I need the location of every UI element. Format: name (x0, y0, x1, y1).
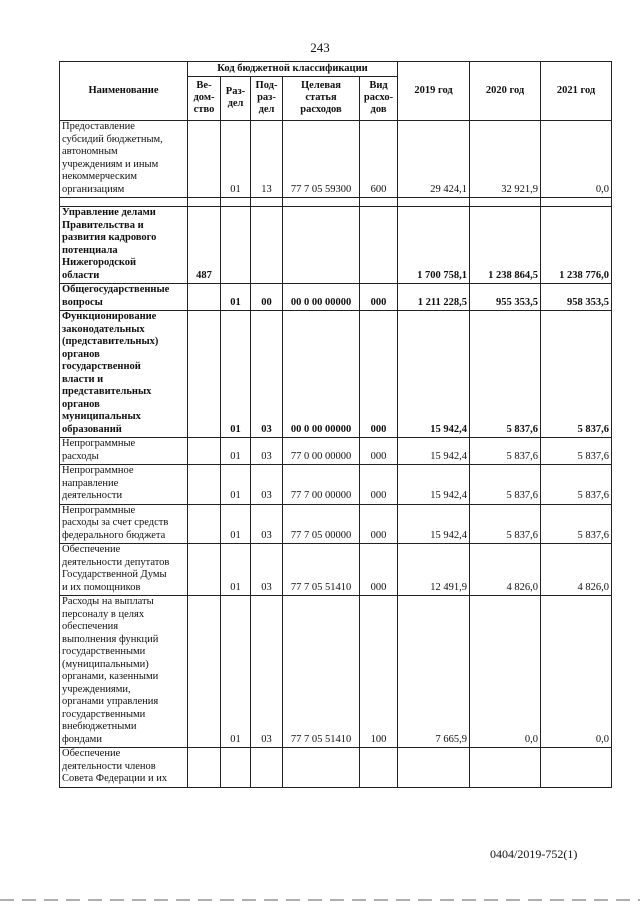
section-code: 01 (221, 544, 251, 596)
department-code (188, 121, 221, 198)
header-razdel: Раз- дел (221, 77, 251, 121)
spacer-cell (188, 198, 221, 207)
target-article-code: 77 0 00 00000 (283, 438, 360, 465)
table-row (60, 438, 612, 465)
department-code (188, 311, 221, 438)
amount-2020: 0,0 (470, 596, 541, 748)
subsection-code: 03 (251, 465, 283, 505)
target-article-code: 77 7 05 51410 (283, 544, 360, 596)
row-name: Обеспечение деятельности депутатов Государственной Думы и их помощников (60, 544, 188, 596)
budget-table (59, 61, 612, 788)
table-row (60, 544, 612, 596)
amount-2021: 4 826,0 (541, 544, 612, 596)
section-code: 01 (221, 504, 251, 544)
spacer-cell (221, 198, 251, 207)
department-code (188, 748, 221, 788)
amount-2021: 5 837,6 (541, 438, 612, 465)
subsection-code: 03 (251, 438, 283, 465)
subsection-code (251, 748, 283, 788)
amount-2019: 15 942,4 (398, 465, 470, 505)
amount-2020: 955 353,5 (470, 284, 541, 311)
amount-2021: 5 837,6 (541, 504, 612, 544)
section-code (221, 207, 251, 284)
row-name: Непрограммные расходы (60, 438, 188, 465)
amount-2021: 5 837,6 (541, 465, 612, 505)
expense-type-code: 100 (360, 596, 398, 748)
amount-2021: 0,0 (541, 121, 612, 198)
section-code: 01 (221, 465, 251, 505)
row-name: Общегосударственные вопросы (60, 284, 188, 311)
amount-2021: 958 353,5 (541, 284, 612, 311)
table-body (60, 121, 612, 788)
department-code (188, 465, 221, 505)
header-podrazdel: Под- раз- дел (251, 77, 283, 121)
table-row (60, 748, 612, 788)
target-article-code: 77 7 05 59300 (283, 121, 360, 198)
section-code (221, 748, 251, 788)
department-code (188, 284, 221, 311)
header-code-group: Код бюджетной классификации (188, 62, 398, 77)
target-article-code: 77 7 05 51410 (283, 596, 360, 748)
row-name: Непрограммное направление деятельности (60, 465, 188, 505)
target-article-code (283, 207, 360, 284)
amount-2020: 5 837,6 (470, 465, 541, 505)
department-code (188, 438, 221, 465)
spacer-cell (251, 198, 283, 207)
expense-type-code (360, 748, 398, 788)
section-code: 01 (221, 121, 251, 198)
amount-2019: 7 665,9 (398, 596, 470, 748)
document-code: 0404/2019-752(1) (490, 847, 578, 861)
expense-type-code: 000 (360, 465, 398, 505)
row-name: Непрограммные расходы за счет средств федерального бюджета (60, 504, 188, 544)
amount-2020: 4 826,0 (470, 544, 541, 596)
scan-edge-line (0, 899, 640, 901)
expense-type-code: 000 (360, 284, 398, 311)
spacer-cell (541, 198, 612, 207)
table-row (60, 465, 612, 505)
amount-2021: 0,0 (541, 596, 612, 748)
expense-type-code: 000 (360, 544, 398, 596)
spacer-row (60, 198, 612, 207)
amount-2019: 15 942,4 (398, 311, 470, 438)
amount-2020: 5 837,6 (470, 438, 541, 465)
table-row (60, 596, 612, 748)
section-code: 01 (221, 438, 251, 465)
table-header (60, 62, 612, 121)
expense-type-code: 000 (360, 311, 398, 438)
header-2020: 2020 год (470, 62, 541, 121)
section-code: 01 (221, 284, 251, 311)
row-name: Предоставление субсидий бюджетным, автономным учреждениям и иным некоммерческим организациям (60, 121, 188, 198)
amount-2019: 29 424,1 (398, 121, 470, 198)
target-article-code: 77 7 05 00000 (283, 504, 360, 544)
department-code (188, 544, 221, 596)
subsection-code: 13 (251, 121, 283, 198)
table-row (60, 207, 612, 284)
expense-type-code (360, 207, 398, 284)
target-article-code (283, 748, 360, 788)
amount-2019 (398, 748, 470, 788)
amount-2019: 1 700 758,1 (398, 207, 470, 284)
header-target-article: Целевая статья расходов (283, 77, 360, 121)
amount-2019: 12 491,9 (398, 544, 470, 596)
amount-2021: 1 238 776,0 (541, 207, 612, 284)
row-name: Расходы на выплаты персоналу в целях обеспечения выполнения функций государственными (муниципальными) органами, казенными учреждениями, органами управления государственными внебюджетными фондами (60, 596, 188, 748)
amount-2019: 15 942,4 (398, 504, 470, 544)
page-number: 243 (310, 40, 330, 55)
header-name: Наименование (60, 62, 188, 121)
table-row (60, 311, 612, 438)
header-2021: 2021 год (541, 62, 612, 121)
department-code (188, 504, 221, 544)
amount-2021 (541, 748, 612, 788)
department-code: 487 (188, 207, 221, 284)
amount-2020: 1 238 864,5 (470, 207, 541, 284)
spacer-cell (283, 198, 360, 207)
header-expense-type: Вид расхо- дов (360, 77, 398, 121)
subsection-code: 03 (251, 311, 283, 438)
amount-2020: 5 837,6 (470, 311, 541, 438)
amount-2020 (470, 748, 541, 788)
header-vedomstvo: Ве- дом- ство (188, 77, 221, 121)
amount-2020: 32 921,9 (470, 121, 541, 198)
spacer-cell (398, 198, 470, 207)
subsection-code: 03 (251, 504, 283, 544)
amount-2019: 15 942,4 (398, 438, 470, 465)
expense-type-code: 600 (360, 121, 398, 198)
table-row (60, 121, 612, 198)
table-row (60, 284, 612, 311)
department-code (188, 596, 221, 748)
expense-type-code: 000 (360, 438, 398, 465)
spacer-cell (360, 198, 398, 207)
amount-2019: 1 211 228,5 (398, 284, 470, 311)
expense-type-code: 000 (360, 504, 398, 544)
subsection-code: 00 (251, 284, 283, 311)
target-article-code: 00 0 00 00000 (283, 311, 360, 438)
row-name: Функционирование законодательных (представительных) органов государственной власти и представительных органов муниципальных образований (60, 311, 188, 438)
spacer-cell (470, 198, 541, 207)
row-name: Обеспечение деятельности членов Совета Федерации и их (60, 748, 188, 788)
subsection-code: 03 (251, 544, 283, 596)
header-2019: 2019 год (398, 62, 470, 121)
spacer-cell (60, 198, 188, 207)
row-name: Управление делами Правительства и развития кадрового потенциала Нижегородской области (60, 207, 188, 284)
target-article-code: 77 7 00 00000 (283, 465, 360, 505)
table-row (60, 504, 612, 544)
section-code: 01 (221, 311, 251, 438)
amount-2020: 5 837,6 (470, 504, 541, 544)
section-code: 01 (221, 596, 251, 748)
target-article-code: 00 0 00 00000 (283, 284, 360, 311)
amount-2021: 5 837,6 (541, 311, 612, 438)
subsection-code: 03 (251, 596, 283, 748)
subsection-code (251, 207, 283, 284)
